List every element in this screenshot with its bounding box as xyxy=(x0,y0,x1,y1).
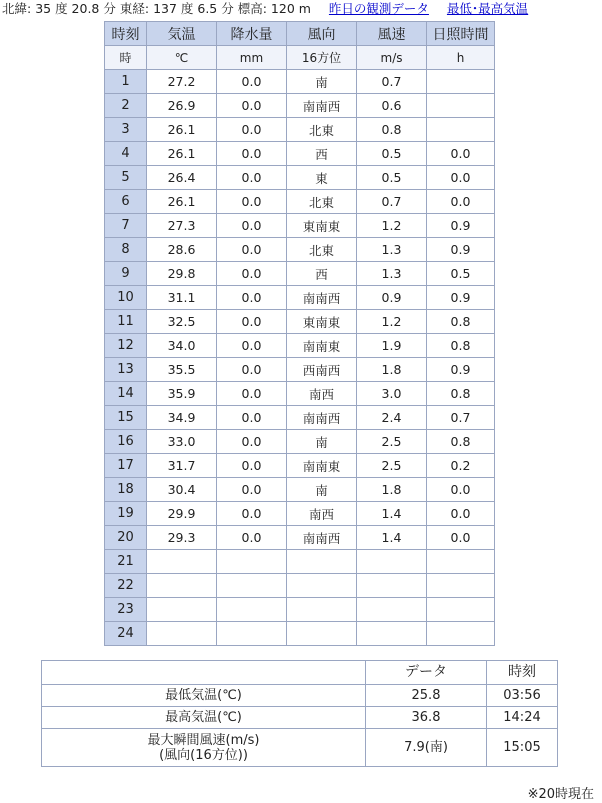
cell-hour: 10 xyxy=(105,286,147,310)
summary-row-min-temp xyxy=(42,685,558,707)
cell-sunshine: 0.8 xyxy=(427,382,495,406)
table-row xyxy=(105,622,495,646)
cell-precipitation: 0.0 xyxy=(217,70,287,94)
cell-temperature: 34.0 xyxy=(147,334,217,358)
table-row xyxy=(105,166,495,190)
header-wind-speed: 風速 xyxy=(357,22,427,46)
cell-wind-speed: 1.8 xyxy=(357,358,427,382)
cell-wind-direction: 西 xyxy=(287,142,357,166)
cell-temperature: 32.5 xyxy=(147,310,217,334)
cell-wind-speed: 1.4 xyxy=(357,502,427,526)
cell-hour: 20 xyxy=(105,526,147,550)
cell-precipitation xyxy=(217,598,287,622)
cell-precipitation: 0.0 xyxy=(217,382,287,406)
table-row xyxy=(105,358,495,382)
table-row xyxy=(105,70,495,94)
cell-wind-direction: 西 xyxy=(287,262,357,286)
cell-sunshine: 0.0 xyxy=(427,478,495,502)
cell-sunshine: 0.0 xyxy=(427,526,495,550)
max-gust-time: 15:05 xyxy=(487,729,558,767)
cell-wind-speed: 0.5 xyxy=(357,166,427,190)
cell-temperature: 31.1 xyxy=(147,286,217,310)
table-header-row xyxy=(105,22,495,46)
header-wind-direction: 風向 xyxy=(287,22,357,46)
cell-sunshine: 0.0 xyxy=(427,142,495,166)
cell-hour: 12 xyxy=(105,334,147,358)
cell-hour: 4 xyxy=(105,142,147,166)
summary-row-max-gust xyxy=(42,729,558,767)
table-row xyxy=(105,382,495,406)
cell-hour: 21 xyxy=(105,550,147,574)
table-row xyxy=(105,286,495,310)
unit-temperature: ℃ xyxy=(147,46,217,70)
cell-wind-speed xyxy=(357,550,427,574)
latitude-value: 35 度 20.8 分 xyxy=(35,1,116,16)
cell-temperature: 26.1 xyxy=(147,190,217,214)
cell-wind-speed: 2.4 xyxy=(357,406,427,430)
cell-wind-direction: 南南西 xyxy=(287,406,357,430)
cell-precipitation: 0.0 xyxy=(217,430,287,454)
cell-hour: 19 xyxy=(105,502,147,526)
cell-temperature: 28.6 xyxy=(147,238,217,262)
min-temp-value: 25.8 xyxy=(366,685,487,707)
table-row xyxy=(105,190,495,214)
cell-precipitation: 0.0 xyxy=(217,502,287,526)
cell-sunshine: 0.0 xyxy=(427,166,495,190)
table-row xyxy=(105,526,495,550)
table-row xyxy=(105,238,495,262)
cell-precipitation: 0.0 xyxy=(217,238,287,262)
header-precipitation: 降水量 xyxy=(217,22,287,46)
cell-sunshine xyxy=(427,550,495,574)
cell-sunshine xyxy=(427,118,495,142)
unit-time: 時 xyxy=(105,46,147,70)
cell-precipitation: 0.0 xyxy=(217,262,287,286)
max-temp-time: 14:24 xyxy=(487,707,558,729)
cell-wind-speed: 0.9 xyxy=(357,286,427,310)
cell-wind-direction xyxy=(287,550,357,574)
cell-temperature: 27.2 xyxy=(147,70,217,94)
table-row xyxy=(105,262,495,286)
cell-wind-direction: 東南東 xyxy=(287,214,357,238)
cell-hour: 23 xyxy=(105,598,147,622)
cell-wind-direction: 南 xyxy=(287,430,357,454)
cell-wind-speed: 2.5 xyxy=(357,430,427,454)
table-row xyxy=(105,550,495,574)
cell-hour: 11 xyxy=(105,310,147,334)
cell-precipitation: 0.0 xyxy=(217,334,287,358)
cell-precipitation: 0.0 xyxy=(217,406,287,430)
cell-hour: 2 xyxy=(105,94,147,118)
table-row xyxy=(105,574,495,598)
table-row xyxy=(105,454,495,478)
cell-wind-speed: 0.8 xyxy=(357,118,427,142)
cell-temperature xyxy=(147,574,217,598)
table-row xyxy=(105,598,495,622)
cell-temperature: 26.1 xyxy=(147,142,217,166)
summary-header-row xyxy=(42,661,558,685)
elevation-value: 120 m xyxy=(270,1,311,16)
cell-sunshine xyxy=(427,70,495,94)
elevation-label: 標高: xyxy=(237,1,267,16)
cell-sunshine xyxy=(427,598,495,622)
cell-wind-direction: 南 xyxy=(287,70,357,94)
cell-temperature: 29.8 xyxy=(147,262,217,286)
cell-wind-direction xyxy=(287,574,357,598)
summary-header-blank xyxy=(42,661,366,685)
cell-temperature: 29.3 xyxy=(147,526,217,550)
cell-wind-direction: 北東 xyxy=(287,118,357,142)
cell-hour: 22 xyxy=(105,574,147,598)
cell-wind-direction: 南南東 xyxy=(287,454,357,478)
max-gust-label xyxy=(42,729,366,767)
cell-wind-direction: 北東 xyxy=(287,238,357,262)
cell-temperature: 29.9 xyxy=(147,502,217,526)
latitude-label: 北緯: xyxy=(2,1,32,16)
cell-hour: 18 xyxy=(105,478,147,502)
table-row xyxy=(105,94,495,118)
cell-temperature: 27.3 xyxy=(147,214,217,238)
cell-wind-speed: 1.4 xyxy=(357,526,427,550)
cell-sunshine: 0.8 xyxy=(427,430,495,454)
cell-hour: 16 xyxy=(105,430,147,454)
cell-sunshine xyxy=(427,94,495,118)
cell-sunshine: 0.2 xyxy=(427,454,495,478)
cell-wind-speed: 1.2 xyxy=(357,310,427,334)
cell-wind-direction: 南南東 xyxy=(287,334,357,358)
summary-header-time: 時刻 xyxy=(487,661,558,685)
cell-wind-direction xyxy=(287,622,357,646)
cell-wind-direction: 南南西 xyxy=(287,286,357,310)
max-temp-label: 最高気温(℃) xyxy=(42,707,366,729)
header-temperature: 気温 xyxy=(147,22,217,46)
table-row xyxy=(105,118,495,142)
cell-temperature: 33.0 xyxy=(147,430,217,454)
unit-precipitation: mm xyxy=(217,46,287,70)
cell-sunshine xyxy=(427,574,495,598)
cell-sunshine: 0.0 xyxy=(427,190,495,214)
cell-precipitation: 0.0 xyxy=(217,478,287,502)
cell-hour: 17 xyxy=(105,454,147,478)
cell-wind-direction: 北東 xyxy=(287,190,357,214)
cell-wind-direction xyxy=(287,598,357,622)
cell-temperature: 26.9 xyxy=(147,94,217,118)
cell-wind-direction: 南西 xyxy=(287,502,357,526)
yesterday-data-link[interactable]: 昨日の観測データ xyxy=(328,1,429,16)
longitude-label: 東経: xyxy=(119,1,150,16)
table-row xyxy=(105,430,495,454)
cell-temperature: 35.5 xyxy=(147,358,217,382)
cell-wind-speed: 1.9 xyxy=(357,334,427,358)
unit-sunshine: h xyxy=(427,46,495,70)
cell-wind-speed: 0.6 xyxy=(357,94,427,118)
cell-wind-direction: 南 xyxy=(287,478,357,502)
cell-hour: 9 xyxy=(105,262,147,286)
cell-precipitation xyxy=(217,574,287,598)
cell-wind-speed xyxy=(357,598,427,622)
header-sunshine: 日照時間 xyxy=(427,22,495,46)
cell-hour: 6 xyxy=(105,190,147,214)
cell-sunshine xyxy=(427,622,495,646)
cell-wind-direction: 東 xyxy=(287,166,357,190)
table-row xyxy=(105,310,495,334)
cell-hour: 1 xyxy=(105,70,147,94)
cell-wind-direction: 西南西 xyxy=(287,358,357,382)
cell-temperature xyxy=(147,550,217,574)
cell-hour: 13 xyxy=(105,358,147,382)
cell-wind-speed: 1.8 xyxy=(357,478,427,502)
table-row xyxy=(105,502,495,526)
cell-wind-speed: 0.7 xyxy=(357,70,427,94)
cell-temperature: 31.7 xyxy=(147,454,217,478)
summary-row-max-temp xyxy=(42,707,558,729)
cell-temperature xyxy=(147,622,217,646)
cell-sunshine: 0.9 xyxy=(427,214,495,238)
max-temp-value: 36.8 xyxy=(366,707,487,729)
cell-temperature xyxy=(147,598,217,622)
cell-precipitation: 0.0 xyxy=(217,214,287,238)
cell-sunshine: 0.5 xyxy=(427,262,495,286)
cell-sunshine: 0.7 xyxy=(427,406,495,430)
header-time: 時刻 xyxy=(105,22,147,46)
table-row xyxy=(105,214,495,238)
cell-precipitation: 0.0 xyxy=(217,286,287,310)
cell-wind-speed: 2.5 xyxy=(357,454,427,478)
daily-summary-table xyxy=(41,660,558,767)
cell-precipitation: 0.0 xyxy=(217,190,287,214)
cell-precipitation: 0.0 xyxy=(217,142,287,166)
cell-precipitation: 0.0 xyxy=(217,454,287,478)
max-gust-label-line2: (風向(16方位)) xyxy=(159,747,248,763)
unit-wind-speed: m/s xyxy=(357,46,427,70)
cell-sunshine: 0.9 xyxy=(427,286,495,310)
cell-wind-speed xyxy=(357,574,427,598)
cell-temperature: 26.4 xyxy=(147,166,217,190)
unit-wind-direction: 16方位 xyxy=(287,46,357,70)
cell-sunshine: 0.9 xyxy=(427,238,495,262)
cell-wind-direction: 南南西 xyxy=(287,94,357,118)
cell-wind-direction: 東南東 xyxy=(287,310,357,334)
max-gust-label-line1: 最大瞬間風速(m/s) xyxy=(147,732,260,748)
cell-sunshine: 0.8 xyxy=(427,310,495,334)
cell-precipitation: 0.0 xyxy=(217,310,287,334)
table-row xyxy=(105,334,495,358)
cell-wind-speed: 1.3 xyxy=(357,262,427,286)
cell-hour: 24 xyxy=(105,622,147,646)
summary-header-data: データ xyxy=(366,661,487,685)
cell-wind-speed: 0.5 xyxy=(357,142,427,166)
cell-hour: 3 xyxy=(105,118,147,142)
location-info xyxy=(2,1,528,17)
cell-temperature: 26.1 xyxy=(147,118,217,142)
table-row xyxy=(105,478,495,502)
cell-temperature: 34.9 xyxy=(147,406,217,430)
cell-wind-speed xyxy=(357,622,427,646)
as-of-note: ※20時現在 xyxy=(527,787,594,802)
cell-precipitation: 0.0 xyxy=(217,526,287,550)
cell-wind-speed: 0.7 xyxy=(357,190,427,214)
cell-wind-speed: 1.2 xyxy=(357,214,427,238)
cell-hour: 15 xyxy=(105,406,147,430)
cell-temperature: 35.9 xyxy=(147,382,217,406)
cell-wind-direction: 南西 xyxy=(287,382,357,406)
cell-precipitation: 0.0 xyxy=(217,358,287,382)
cell-hour: 14 xyxy=(105,382,147,406)
cell-sunshine: 0.9 xyxy=(427,358,495,382)
cell-wind-direction: 南南西 xyxy=(287,526,357,550)
max-gust-value: 7.9(南) xyxy=(366,729,487,767)
min-temp-label: 最低気温(℃) xyxy=(42,685,366,707)
cell-hour: 7 xyxy=(105,214,147,238)
cell-sunshine: 0.8 xyxy=(427,334,495,358)
cell-hour: 8 xyxy=(105,238,147,262)
table-row xyxy=(105,406,495,430)
cell-hour: 5 xyxy=(105,166,147,190)
cell-precipitation xyxy=(217,622,287,646)
cell-precipitation: 0.0 xyxy=(217,166,287,190)
cell-wind-speed: 1.3 xyxy=(357,238,427,262)
table-units-row xyxy=(105,46,495,70)
cell-precipitation: 0.0 xyxy=(217,118,287,142)
cell-precipitation xyxy=(217,550,287,574)
longitude-value: 137 度 6.5 分 xyxy=(153,1,234,16)
table-row xyxy=(105,142,495,166)
min-max-temp-link[interactable]: 最低･最高気温 xyxy=(446,1,529,16)
cell-precipitation: 0.0 xyxy=(217,94,287,118)
hourly-observation-table xyxy=(104,21,495,646)
cell-sunshine: 0.0 xyxy=(427,502,495,526)
cell-wind-speed: 3.0 xyxy=(357,382,427,406)
cell-temperature: 30.4 xyxy=(147,478,217,502)
min-temp-time: 03:56 xyxy=(487,685,558,707)
